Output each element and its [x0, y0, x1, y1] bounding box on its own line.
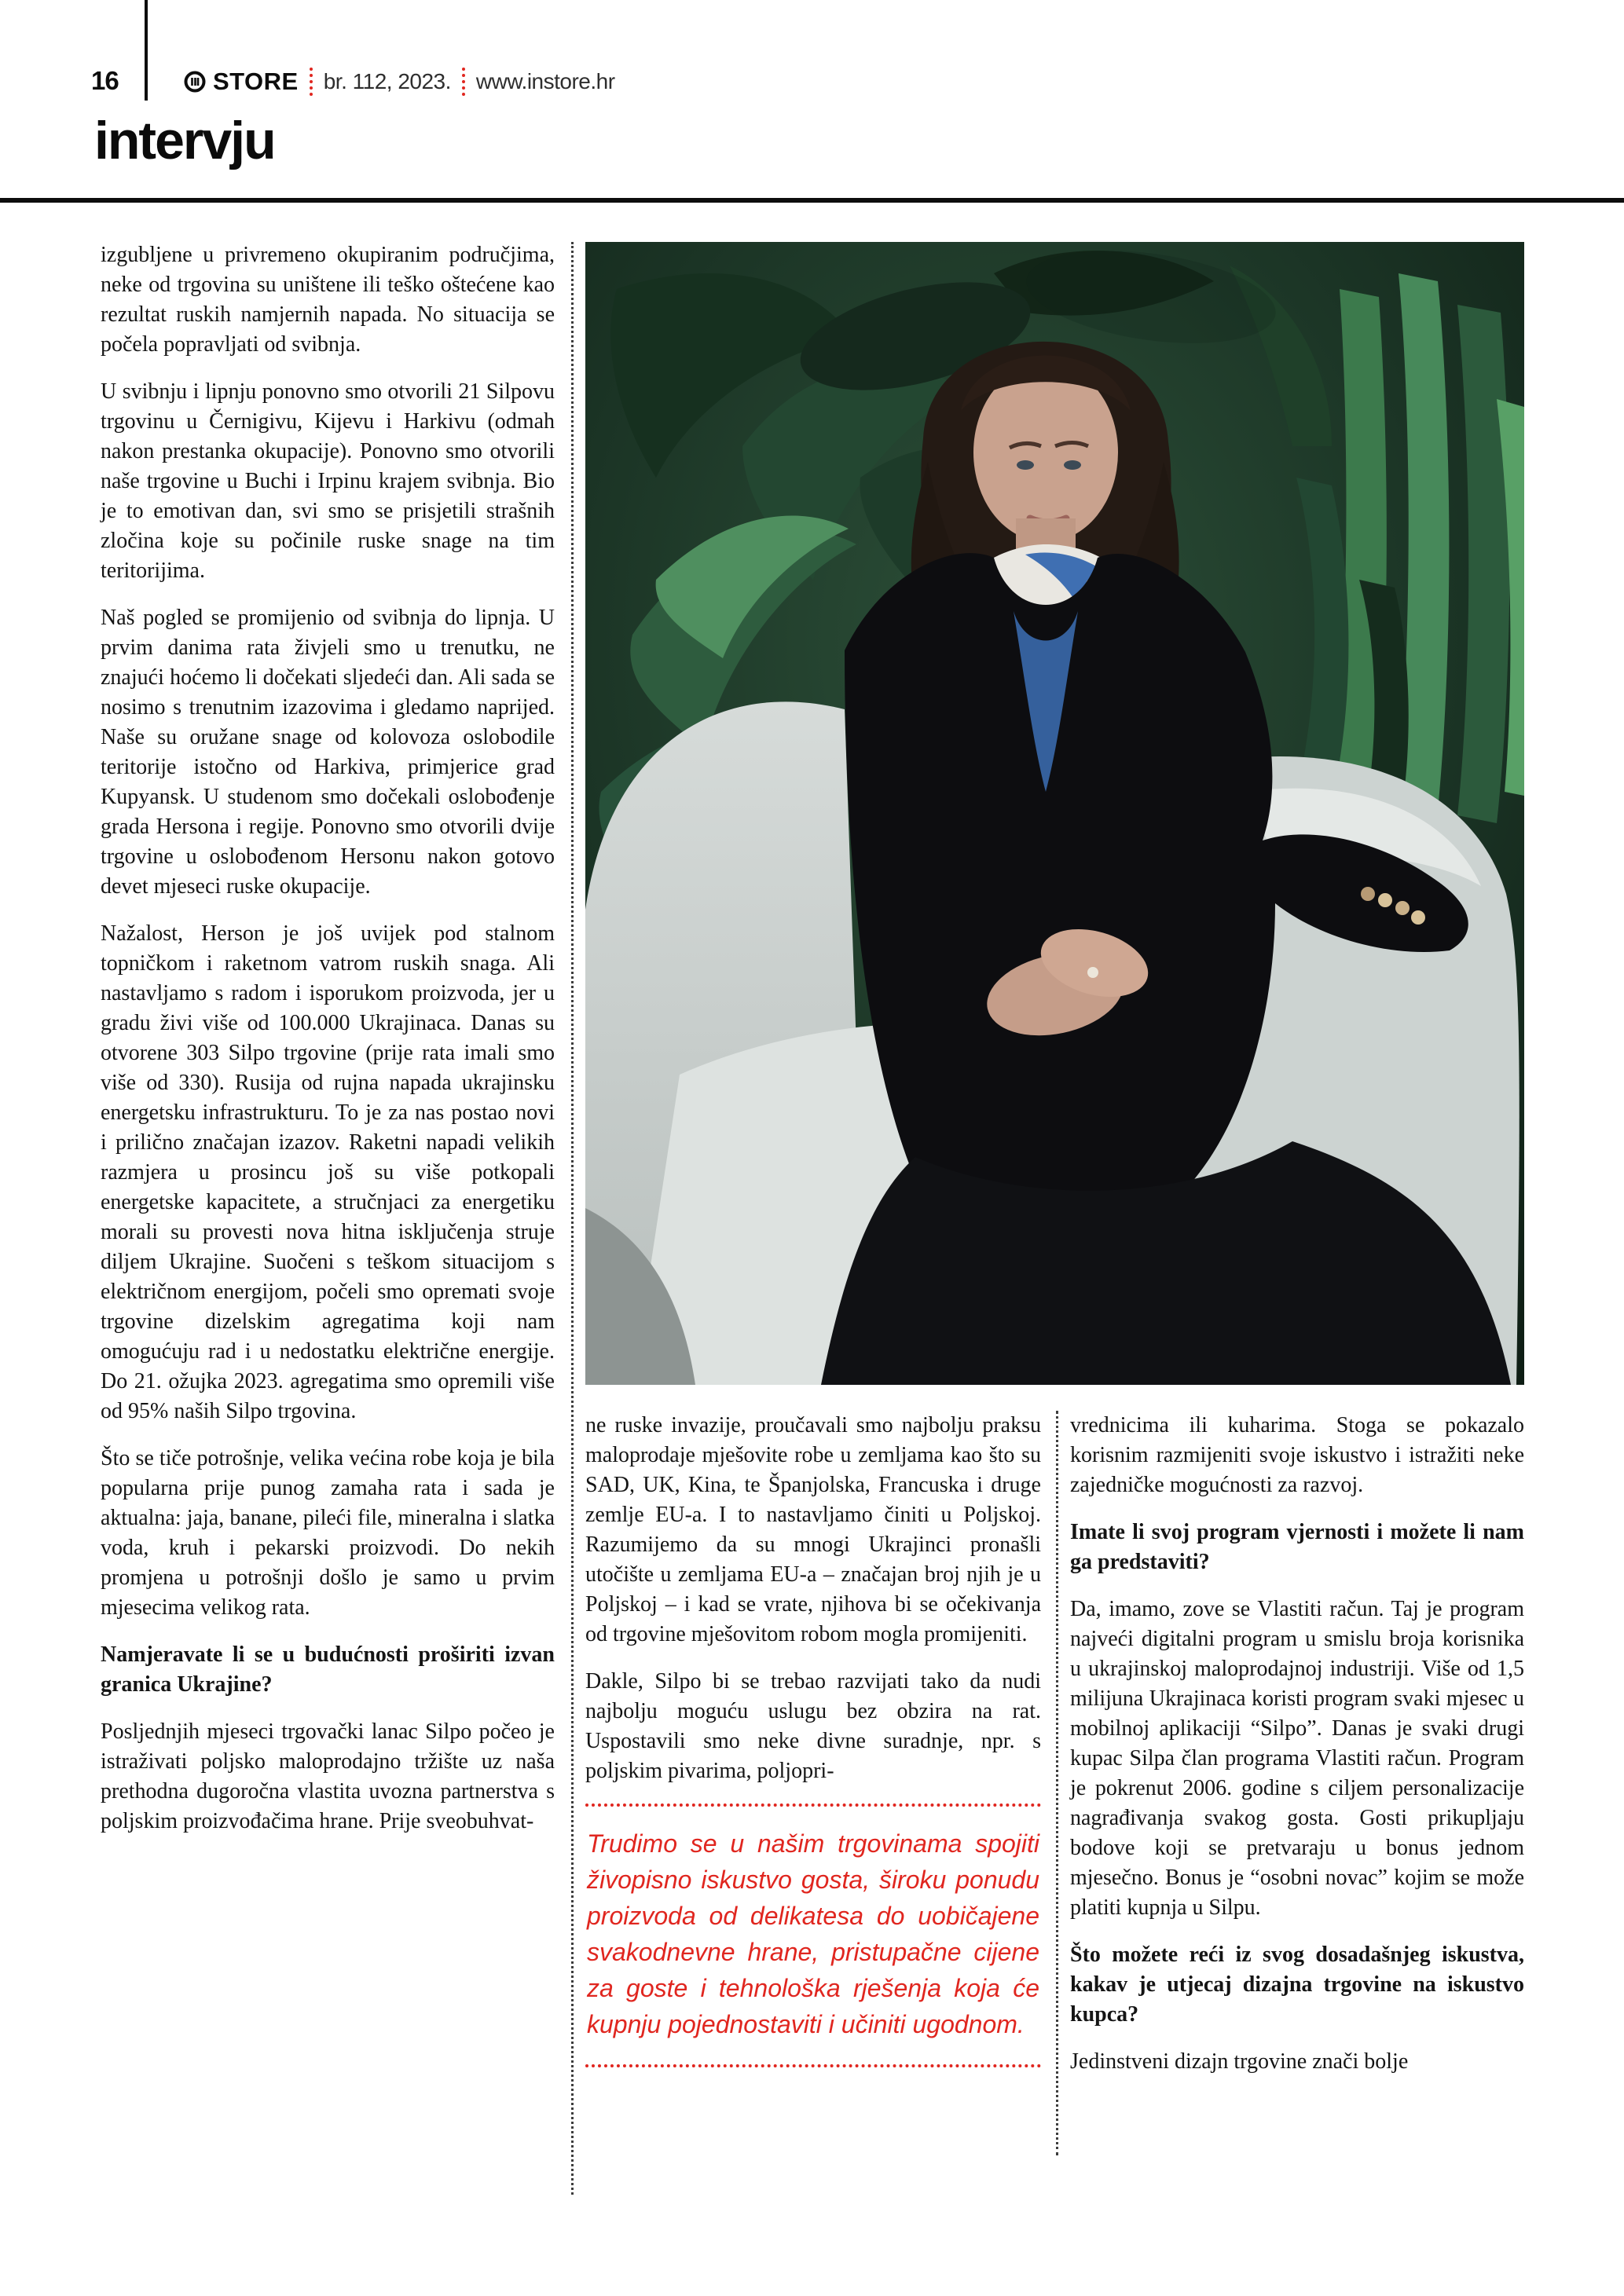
left-column	[101, 240, 555, 1836]
body-paragraph: Da, imamo, zove se Vlastiti račun. Taj je program najveći digitalni program u smislu broja korisnika u ukrajinskoj maloprodajnoj industriji. Više od 1,5 milijuna Ukrajinaca koristi program svaki mjesec u mobilnoj aplikaciji “Silpo”. Danas je svaki drugi kupac Silpa član programa Vlastiti račun. Program je pokrenut 2006. godine s ciljem personalizacije nagrađivanja svakog gosta. Gosti prikupljaju bodove koji se pretvaraju u bonus jednom mjesečno. Bonus je “osobni novac” kojim se može platiti kupnja u Silpu.	[1070, 1597, 1524, 1920]
interview-photo	[585, 242, 1524, 1385]
body-paragraph: Što se tiče potrošnje, velika većina robe koja je bila popularna prije punog zamaha rata i sada je aktualna: jaja, banane, pileći file, mineralna i slatka voda, kruh i pekarski proizvodi. Do nekih promjena u potrošnji došlo je samo u prvim mjesecima velikog rata.	[101, 1446, 555, 1620]
right-column	[1070, 1411, 1524, 2077]
brand-name: STORE	[213, 68, 299, 95]
website-label: www.instore.hr	[475, 69, 615, 93]
instore-logo-icon	[183, 70, 207, 93]
section-title: intervju	[94, 111, 275, 170]
header-separator-dotted	[310, 68, 313, 96]
interview-question: Namjeravate li se u budućnosti proširiti izvan granica Ukrajine?	[101, 1642, 555, 1697]
page-header	[183, 66, 615, 97]
header-separator-dotted	[462, 68, 465, 96]
body-paragraph: izgubljene u privremeno okupiranim područjima, neke od trgovina su uništene ili teško oštećene kao rezultat ruskih namjernih napada. No situacija se počela popravljati od svibnja.	[101, 243, 555, 357]
middle-column	[585, 1411, 1041, 2067]
body-paragraph: U svibnju i lipnju ponovno smo otvorili 21 Silpovu trgovinu u Černigivu, Kijevu i Harkivu (odmah nakon prestanka okupacije). Ponovno smo otvorili naše trgovine u Buchi i Irpinu krajem svibnja. Bio je to emotivan dan, svi smo se prisjetili strašnih zločina koje su počinile ruske snage na tim teritorijima.	[101, 379, 555, 583]
column-divider-right	[1056, 1411, 1058, 2155]
header-vertical-divider	[145, 0, 148, 101]
body-paragraph: Jedinstveni dizajn trgovine znači bolje	[1070, 2049, 1409, 2074]
body-paragraph: vrednicima ili kuharima. Stoga se pokazalo korisnim razmijeniti svoje iskustvo i istražiti neke zajedničke mogućnosti za razvoj.	[1070, 1413, 1524, 1497]
interview-question: Imate li svoj program vjernosti i možete li nam ga predstaviti?	[1070, 1520, 1524, 1574]
page-number: 16	[91, 66, 119, 95]
column-divider-left	[571, 242, 574, 2195]
body-paragraph: Posljednjih mjeseci trgovački lanac Silpo počeo je istraživati poljsko maloprodajno tržište uz naša prethodna dugoročna vlastita uvozna partnerstva s poljskim proizvođačima hrane. Prije sveobuhvat-	[101, 1719, 555, 1833]
body-paragraph: Dakle, Silpo bi se trebao razvijati tako da nudi najbolju moguću uslugu bez obzira na rat. Uspostavili smo neke divne suradnje, npr. s poljskim pivarima, poljopri-	[585, 1669, 1041, 1783]
body-paragraph: ne ruske invazije, proučavali smo najbolju praksu maloprodaje mješovite robe u zemljama kao što su SAD, UK, Kina, te Španjolska, Francuska i druge zemlje EU-a. I to nastavljamo činiti u Poljskoj. Razumijemo da su mnogi Ukrajinci pronašli utočište u zemljama EU-a – značajan broj njih je u Poljskoj – i kad se vrate, njihova bi se očekivanja od trgovine mješovitom robom mogla promijeniti.	[585, 1413, 1041, 1646]
issue-label: br. 112, 2023.	[323, 69, 451, 93]
header-rule	[0, 198, 1624, 203]
body-paragraph: Nažalost, Herson je još uvijek pod stalnom topničkom i raketnom vatrom ruskih snaga. Ali nastavljamo s radom i isporukom proizvoda, jer u gradu živi više od 100.000 Ukrajinaca. Danas su otvorene 303 Silpo trgovine (prije rata imali smo više od 330). Rusija od rujna napada ukrajinsku energetsku infrastrukturu. To je za nas postao novi i prilično značajan izazov. Raketni napadi velikih razmjera u prosincu još su više potkopali energetske kapacitete, a stručnjaci za energetiku morali su provesti nova hitna isključenja struje diljem Ukrajine. Suočeni s teškom situacijom s električnom energijom, počeli smo opremati svoje trgovine dizelskim agregatima koji nam omogućuju rad i u nedostatku električne energije. Do 21. ožujka 2023. agregatima smo opremili više od 95% naših Silpo trgovina.	[101, 921, 555, 1423]
body-paragraph: Naš pogled se promijenio od svibnja do lipnja. U prvim danima rata živjeli smo u trenutku, ne znajući hoćemo li dočekati sljedeći dan. Ali sada se nosimo s trenutnim izazovima i gledamo naprijed. Naše su oružane snage od kolovoza oslobodile teritorije istočno od Harkiva, primjerice grad Kupyansk. U studenom smo dočekali oslobođenje grada Hersona i regije. Ponovno smo otvorili dvije trgovine u oslobođenom Hersonu nakon gotovo devet mjeseci ruske okupacije.	[101, 606, 555, 899]
pull-quote: Trudimo se u našim trgovinama spojiti živopisno iskustvo gosta, široku ponudu proizvoda od delikatesa do uobičajene svakodnevne hrane, pristupačne cijene za goste i tehnološka rješenja koja će kupnju pojednostaviti i učiniti ugodnom.	[585, 1803, 1041, 2067]
interview-question: Što možete reći iz svog dosadašnjeg iskustva, kakav je utjecaj dizajna trgovine na iskustvo kupca?	[1070, 1943, 1524, 2027]
